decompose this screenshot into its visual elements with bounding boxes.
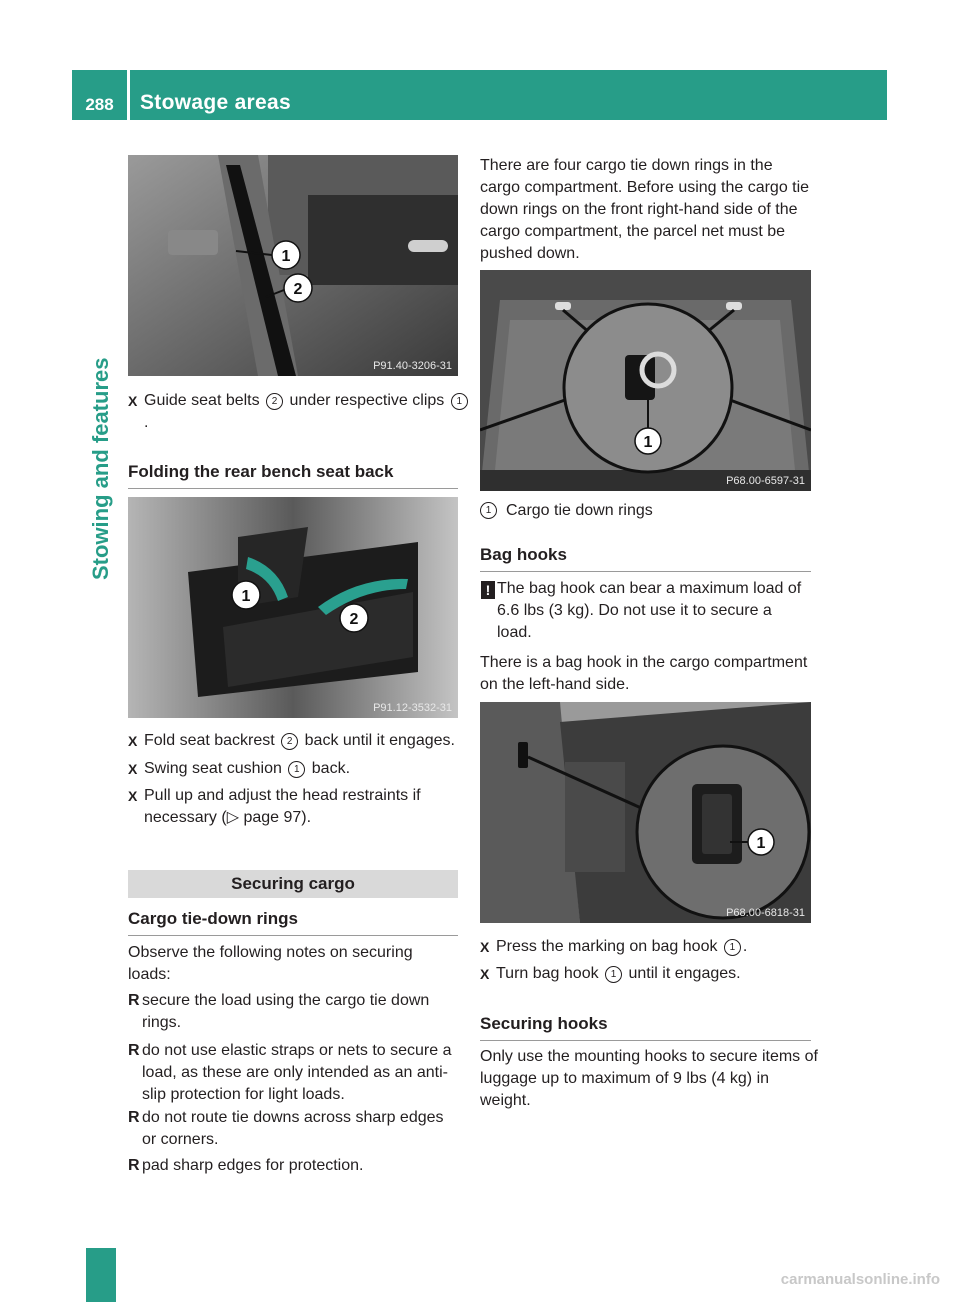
- bullet-text: do not route tie downs across sharp edges or corners.: [142, 1109, 444, 1148]
- step-arrow-icon: X: [480, 966, 490, 982]
- step-text: back.: [311, 760, 351, 777]
- step-text: .: [742, 938, 748, 955]
- page-number: 288: [85, 95, 114, 114]
- step-turn-hook: [480, 963, 826, 985]
- callout-1-icon: 1: [605, 966, 622, 983]
- bag-hook-illustration: [480, 702, 811, 923]
- footer-watermark: carmanualsonline.info: [780, 1271, 940, 1288]
- heading-securing-cargo: Securing cargo: [128, 870, 458, 898]
- figure-code: P91.12-3532-31: [373, 702, 452, 714]
- callout-1-label: 1: [643, 434, 653, 451]
- step-fold-backrest: [128, 730, 484, 752]
- bullet-text: pad sharp edges for protection.: [142, 1157, 364, 1174]
- callout-1-icon: 1: [451, 393, 468, 410]
- header-divider: [127, 70, 130, 120]
- figure-bag-hook: [480, 702, 811, 923]
- heading-bag-hooks: Bag hooks: [480, 543, 811, 572]
- bullet-text: secure the load using the cargo tie down rings.: [142, 992, 430, 1031]
- figure-code: P68.00-6597-31: [726, 475, 805, 487]
- step-arrow-icon: X: [128, 733, 138, 749]
- step-text: Fold seat backrest: [144, 732, 275, 749]
- intro-securing-loads: Observe the following notes on securing loads:: [128, 944, 413, 983]
- cargo-rings-illustration: [480, 270, 811, 491]
- warning-icon: !: [481, 581, 495, 599]
- page-ref-icon: ▷: [226, 809, 240, 826]
- warning-text: The bag hook can bear a maximum load of 6.6 lbs (3 kg). Do not use it to secure a load.: [497, 580, 802, 641]
- callout-2-label: 2: [349, 611, 359, 628]
- heading-folding-rear-bench: Folding the rear bench seat back: [128, 460, 458, 489]
- bullet-icon: R: [128, 1042, 140, 1059]
- figure-code: P68.00-6818-31: [726, 907, 805, 919]
- step-text: Guide seat belts: [144, 392, 260, 409]
- step-guide-belts: [128, 390, 474, 434]
- bullet-icon: R: [128, 992, 140, 1009]
- step-head-restraints: [128, 785, 458, 829]
- bullet-item: [128, 1107, 460, 1151]
- bullet-item: [128, 990, 460, 1034]
- step-text: Press the marking on bag hook: [496, 938, 718, 955]
- figure-folding-seat: [128, 497, 458, 718]
- callout-1-label: 1: [756, 835, 766, 852]
- heading-cargo-tie-down-rings: Cargo tie-down rings: [128, 907, 458, 936]
- heading-securing-hooks: Securing hooks: [480, 1012, 811, 1041]
- step-arrow-icon: X: [128, 393, 138, 409]
- bullet-text: do not use elastic straps or nets to secure a load, as these are only intended as an anti-slip protection for light loads.: [142, 1042, 452, 1103]
- step-text: until it engages.: [628, 965, 741, 982]
- step-press-marking: [480, 936, 826, 958]
- step-swing-cushion: [128, 758, 474, 780]
- callout-2-icon: 2: [266, 393, 283, 410]
- step-arrow-icon: X: [128, 761, 138, 777]
- bag-hook-location: There is a bag hook in the cargo compartment on the left-hand side.: [480, 654, 808, 693]
- figure-code: P91.40-3206-31: [373, 360, 452, 372]
- page-ref-link[interactable]: page 97).: [239, 809, 312, 826]
- side-tab-block: [86, 1248, 116, 1302]
- legend-cargo-rings: [480, 500, 836, 522]
- callout-2-label: 2: [293, 281, 303, 298]
- callout-1-icon: 1: [288, 761, 305, 778]
- step-text: back until it engages.: [304, 732, 455, 749]
- legend-text: Cargo tie down rings: [506, 502, 653, 519]
- step-arrow-icon: X: [480, 939, 490, 955]
- bullet-icon: R: [128, 1157, 140, 1174]
- figure-cargo-tie-down-rings: [480, 270, 811, 491]
- step-text: Pull up and adjust the head restraints if necessary (: [144, 787, 421, 826]
- step-text: .: [144, 414, 149, 431]
- intro-cargo-rings: There are four cargo tie down rings in the cargo compartment. Before using the cargo tie down rings on the front right-hand side of the cargo compartment, the parcel net must be pushed down.: [480, 157, 810, 262]
- step-arrow-icon: X: [128, 788, 138, 804]
- folding-seat-illustration: [128, 497, 458, 718]
- section-title: Stowage areas: [140, 91, 291, 114]
- seat-belt-illustration: [128, 155, 458, 376]
- step-text: under respective clips: [289, 392, 445, 409]
- callout-2-icon: 2: [281, 733, 298, 750]
- figure-seat-belt-clips: [128, 155, 458, 376]
- step-text: Turn bag hook: [496, 965, 599, 982]
- callout-1-label: 1: [241, 588, 251, 605]
- callout-1-label: 1: [281, 248, 291, 265]
- step-text: Swing seat cushion: [144, 760, 282, 777]
- securing-hooks-text: Only use the mounting hooks to secure items of luggage up to maximum of 9 lbs (4 kg) in weight.: [480, 1048, 818, 1109]
- bullet-icon: R: [128, 1109, 140, 1126]
- bullet-item: [128, 1040, 460, 1106]
- callout-1-icon: 1: [480, 502, 497, 519]
- side-tab-label: Stowing and features: [88, 357, 113, 580]
- callout-1-icon: 1: [724, 939, 741, 956]
- bullet-item: [128, 1155, 460, 1177]
